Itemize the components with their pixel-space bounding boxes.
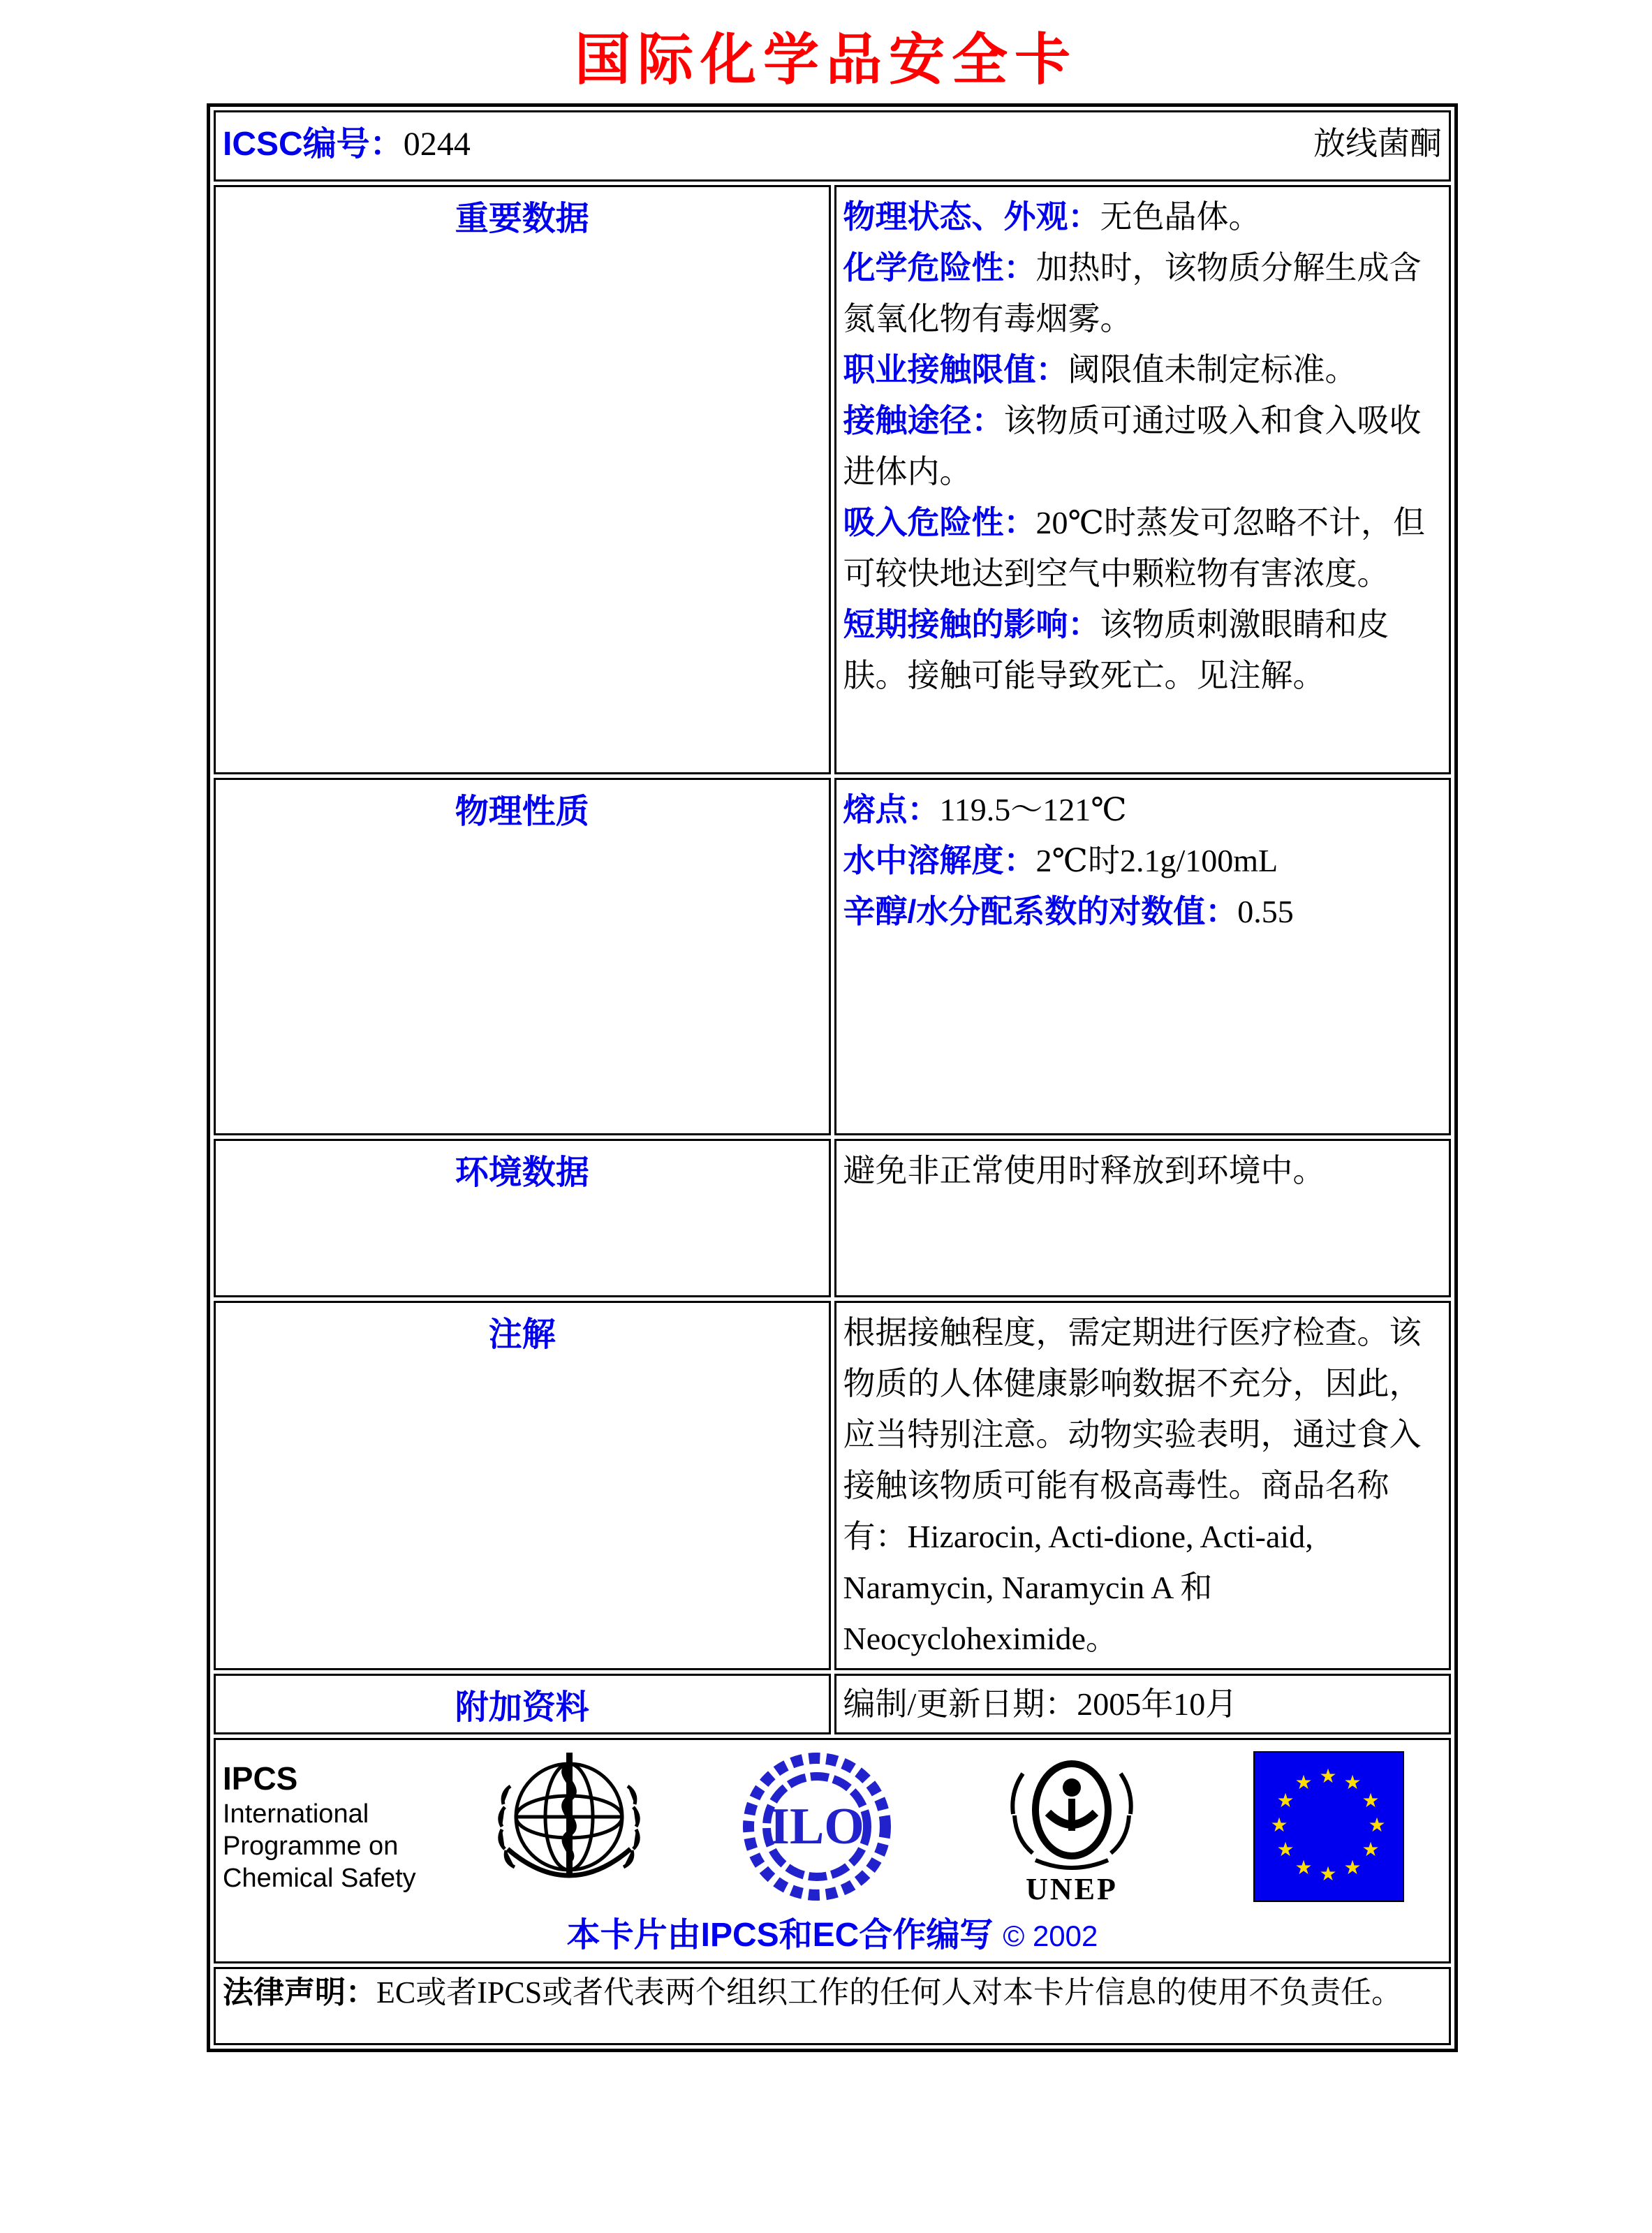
item-text: 阈限值未制定标准。 [1068, 352, 1357, 388]
data-item [843, 599, 1443, 701]
physical-properties-label-cell [214, 778, 831, 1135]
chemical-name: 放线菌酮 [1313, 125, 1442, 161]
ipcs-text-block [223, 1759, 453, 1894]
item-label: 水中溶解度： [843, 842, 1036, 878]
important-data-content [834, 185, 1452, 774]
item-text: 该物质刺激眼睛和皮肤。接触可能导致死亡。见注解。 [843, 607, 1389, 693]
item-label: 接触途径： [843, 402, 1004, 439]
data-item [843, 497, 1443, 599]
environmental-data-row [214, 1139, 1451, 1297]
physical-properties-row [214, 778, 1451, 1135]
item-label: 物理状态、外观： [843, 198, 1100, 235]
item-text: 119.5～121℃ [939, 792, 1127, 827]
item-label: 熔点： [843, 791, 940, 827]
logos-cell [214, 1738, 1451, 1963]
icsc-card-table [207, 103, 1458, 2052]
data-item [843, 395, 1443, 497]
data-item: 根据接触程度，需定期进行医疗检查。该物质的人体健康影响数据不充分，因此，应当特别注意。动物实验表明，通过食入接触该物质可能有极高毒性。商品名称有：Hizarocin, Acti-dione, Acti-aid, Naramycin, Naramycin A 和 Neocycloheximide。 [843, 1315, 1422, 1656]
section-label: 附加资料 [455, 1689, 589, 1726]
data-item [843, 886, 1443, 937]
copyright-text: © 2002 [1003, 1919, 1098, 1952]
item-text: 加热时，该物质分解生成含氮氧化物有毒烟雾。 [843, 250, 1422, 337]
data-item: 避免非正常使用时释放到环境中。 [843, 1153, 1325, 1188]
legal-text: EC或者IPCS或者代表两个组织工作的任何人对本卡片信息的使用不负责任。 [376, 1975, 1403, 2010]
environmental-data-label-cell [214, 1139, 831, 1297]
notes-label-cell [214, 1301, 831, 1670]
icsc-number-value: 0244 [403, 126, 471, 163]
unep-logo-label: UNEP [1026, 1872, 1118, 1906]
additional-info-label-cell [214, 1674, 831, 1734]
footer-caption [223, 1915, 1442, 1957]
caption-text: 本卡片由IPCS和EC合作编写 [566, 1917, 994, 1954]
ipcs-title: IPCS [223, 1760, 298, 1797]
data-item [843, 242, 1443, 344]
physical-properties-content [834, 778, 1452, 1135]
item-label: 辛醇/水分配系数的对数值： [843, 893, 1238, 929]
legal-statement [223, 1973, 1442, 2012]
logos-row [214, 1738, 1451, 1963]
ilo-logo-icon [716, 1748, 918, 1906]
legal-cell [214, 1967, 1451, 2045]
item-text: 无色晶体。 [1100, 199, 1261, 235]
data-item [843, 784, 1443, 835]
item-text: 20℃时蒸发可忽略不计，但可较快地达到空气中颗粒物有害浓度。 [843, 505, 1425, 591]
icsc-number-label: ICSC编号： [223, 126, 404, 163]
item-text: 0.55 [1237, 894, 1294, 929]
notes-row [214, 1301, 1451, 1670]
unep-logo-icon [974, 1744, 1170, 1909]
item-text: 该物质可通过吸入和食入吸收进体内。 [843, 403, 1422, 489]
item-label: 吸入危险性： [843, 504, 1036, 540]
ipcs-line: Programme on [223, 1832, 399, 1861]
header-row [214, 110, 1451, 182]
item-text: 2℃时2.1g/100mL [1035, 843, 1278, 878]
item-label: 短期接触的影响： [843, 606, 1100, 642]
data-item [843, 191, 1443, 242]
section-label: 注解 [488, 1316, 556, 1353]
legal-row [214, 1967, 1451, 2045]
additional-info-content [834, 1674, 1452, 1734]
notes-content [834, 1301, 1452, 1670]
additional-info-row [214, 1674, 1451, 1734]
environmental-data-content [834, 1139, 1452, 1297]
header-cell [214, 110, 1451, 182]
ilo-logo-label: ILO [769, 1797, 864, 1855]
important-data-label-cell [214, 185, 831, 774]
item-label: 化学危险性： [843, 249, 1036, 286]
data-item [843, 835, 1443, 886]
section-label: 物理性质 [455, 793, 589, 830]
data-item [843, 344, 1443, 395]
ipcs-line: Chemical Safety [223, 1864, 416, 1893]
data-item: 编制/更新日期：2005年10月 [843, 1686, 1238, 1722]
icsc-number [223, 117, 471, 165]
important-data-row [214, 185, 1451, 774]
eu-flag-icon [1253, 1751, 1404, 1902]
section-label: 重要数据 [455, 200, 589, 237]
item-label: 职业接触限值： [843, 351, 1068, 388]
page-title: 国际化学品安全卡 [575, 29, 1077, 91]
who-logo-icon [464, 1744, 674, 1909]
section-label: 环境数据 [455, 1154, 589, 1191]
legal-label: 法律声明： [223, 1975, 376, 2010]
ipcs-line: International [223, 1799, 369, 1829]
